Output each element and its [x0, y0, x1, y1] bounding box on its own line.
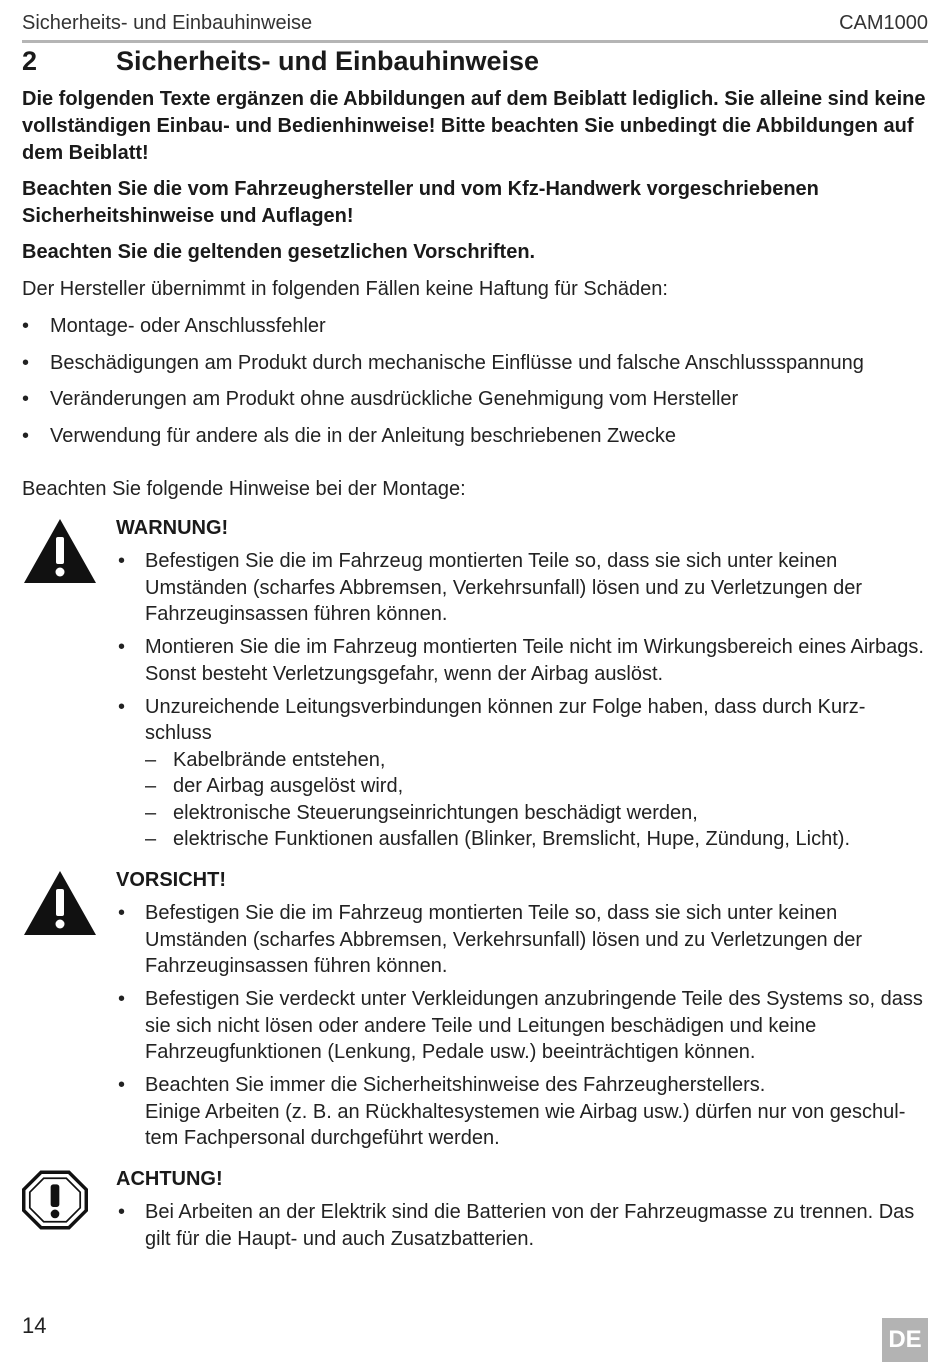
list-item: • Verwendung für andere als die in der Anleitung beschriebenen Zwecke	[22, 423, 928, 450]
list-item-continuation: Einige Arbeiten (z. B. an Rückhaltesystemen wie Airbag usw.) dürfen nur von geschul- tem Fachpersonal durchgeführt werden.	[145, 1100, 906, 1149]
list-item: • Veränderungen am Produkt ohne ausdrückliche Genehmigung vom Hersteller	[22, 386, 928, 413]
header-product-name: CAM1000	[839, 11, 928, 34]
page-header	[22, 9, 928, 37]
sub-list-item: – elektrische Funktionen ausfallen (Blinker, Bremslicht, Hupe, Zündung, Licht).	[145, 826, 928, 853]
liability-list	[22, 313, 928, 459]
list-item-text: • Beachten Sie immer die Sicherheitshinweise des Fahrzeugherstellers.	[145, 1074, 766, 1096]
warning-title: WARNUNG!	[116, 517, 229, 539]
header-divider	[22, 40, 928, 43]
intro-paragraph-1: Die folgenden Texte ergänzen die Abbildungen auf dem Beiblatt lediglich. Sie alleine sind keine vollständigen Einbau- und Bedienhinweise! Bitte beachten Sie unbedingt die Abbildungen auf dem Beiblatt!	[22, 88, 926, 164]
list-item: • Bei Arbeiten an der Elektrik sind die Batterien von der Fahrzeugmasse zu trennen. Das gilt für die Haupt- und auch Zusatzbatterien.	[116, 1199, 928, 1252]
liability-intro: Der Hersteller übernimmt in folgenden Fällen keine Haftung für Schäden:	[22, 278, 668, 300]
language-badge: DE	[882, 1318, 928, 1362]
octagon-exclamation-icon	[22, 1166, 88, 1234]
list-item: • Befestigen Sie verdeckt unter Verkleidungen anzubringende Teile des Systems so, dass sie sich nicht lösen oder andere Teile und Leitungen beschädigen und keine Fahrzeugfunktionen (Lenkung, Pedale usw.) beeinträchtigen können.	[116, 986, 928, 1066]
attention-title: ACHTUNG!	[116, 1168, 223, 1190]
list-item-text: Unzureichende Leitungsverbindungen können zur Folge haben, dass durch Kurz- schluss	[145, 695, 866, 744]
page-number: 14	[22, 1313, 47, 1338]
warning-triangle-icon	[22, 867, 98, 937]
warning-triangle-icon	[22, 515, 98, 585]
list-item: • Befestigen Sie die im Fahrzeug montierten Teile so, dass sie sich unter keinen Umständen (scharfes Abbremsen, Verkehrsunfall) lösen und zu Verletzungen der Fahrzeuginsassen führen können.	[116, 900, 928, 980]
section-title: Sicherheits- und Einbauhinweise	[116, 46, 540, 76]
sub-list-item: – Kabelbrände entstehen,	[145, 747, 928, 774]
list-item: • Befestigen Sie die im Fahrzeug montierten Teile so, dass sie sich unter keinen Umständen (scharfes Abbremsen, Verkehrsunfall) lösen und zu Verletzungen der Fahrzeuginsassen führen können.	[116, 548, 928, 628]
mounting-intro: Beachten Sie folgende Hinweise bei der Montage:	[22, 478, 466, 500]
sub-list-item: – elektronische Steuerungseinrichtungen beschädigt werden,	[145, 800, 928, 827]
list-item	[116, 1072, 928, 1152]
intro-paragraph-2: Beachten Sie die vom Fahrzeughersteller und vom Kfz-Handwerk vorgeschriebenen Sicherheitshinweise und Auflagen!	[22, 178, 819, 227]
header-section-title: Sicherheits- und Einbauhinweise	[22, 11, 313, 34]
intro-paragraph-3: Beachten Sie die geltenden gesetzlichen Vorschriften.	[22, 241, 536, 263]
list-item: • Beschädigungen am Produkt durch mechanische Einflüsse und falsche Anschlussspannung	[22, 350, 928, 377]
caution-title: VORSICHT!	[116, 869, 226, 891]
list-item: • Montieren Sie die im Fahrzeug montierten Teile nicht im Wirkungsbereich eines Airbags. Sonst besteht Verletzungsgefahr, wenn der Airbag auslöst.	[116, 634, 928, 687]
warning-sublist	[145, 747, 928, 853]
sub-list-item: – der Airbag ausgelöst wird,	[145, 773, 928, 800]
list-item	[116, 694, 928, 853]
section-number: 2	[22, 46, 38, 76]
section-heading	[22, 46, 539, 77]
list-item: • Montage- oder Anschlussfehler	[22, 313, 928, 340]
